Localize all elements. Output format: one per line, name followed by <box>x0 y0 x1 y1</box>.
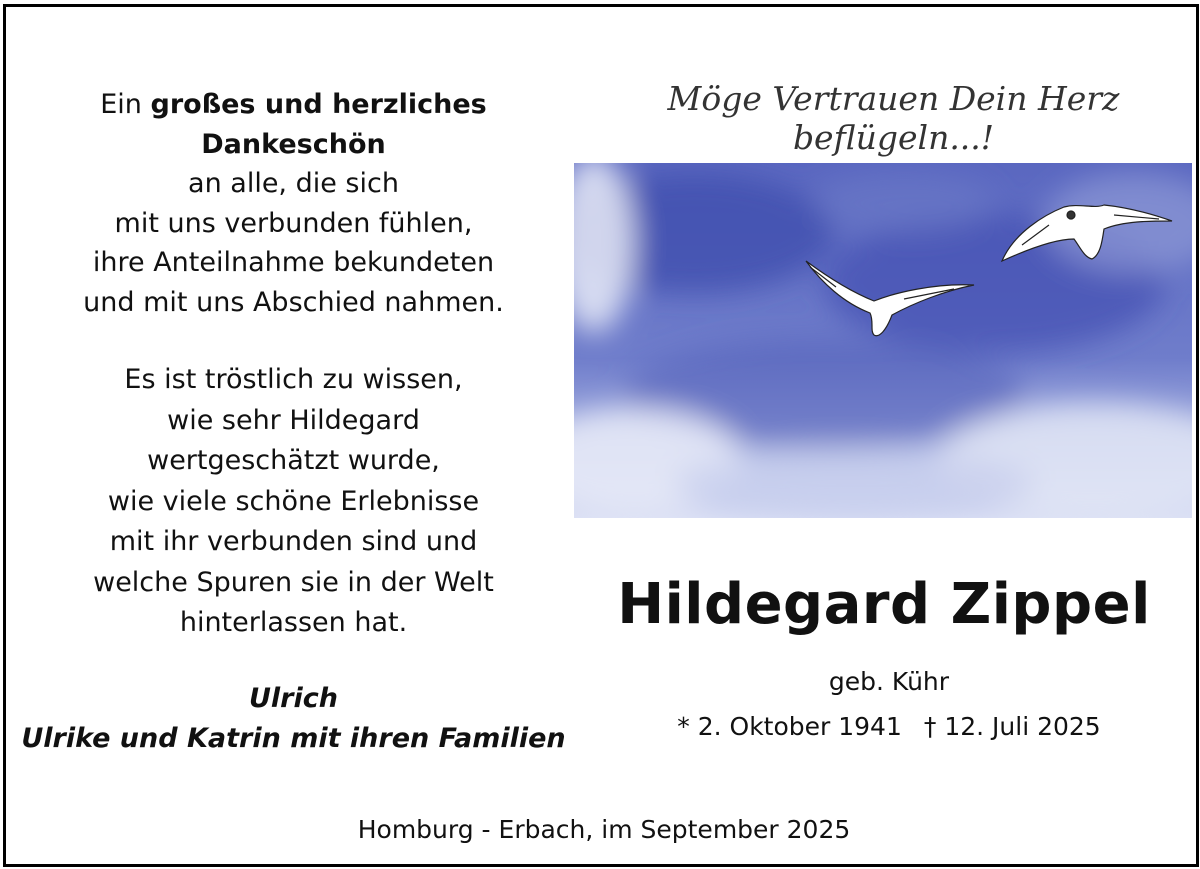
birth-date: * 2. Oktober 1941 <box>677 712 902 741</box>
thanks-line: ihre Anteilnahme bekundeten <box>92 247 495 278</box>
comfort-line: wie viele schöne Erlebnisse <box>107 485 480 517</box>
comfort-paragraph <box>6 360 581 644</box>
comfort-line: hinterlassen hat. <box>179 607 408 638</box>
comfort-line: wertgeschätzt wurde, <box>147 445 440 476</box>
thanks-line: und mit uns Abschied nahmen. <box>83 286 504 318</box>
thanks-emphasis: großes und herzliches <box>150 89 487 120</box>
obituary-notice <box>3 4 1199 867</box>
thanks-line: an alle, die sich <box>188 168 399 199</box>
comfort-line: wie sehr Hildegard <box>167 404 420 436</box>
maiden-name: geb. Kühr <box>828 667 950 696</box>
signers <box>6 679 581 759</box>
signer-line-2: Ulrike und Katrin mit ihren Familien <box>21 723 566 754</box>
thanks-paragraph <box>6 85 581 322</box>
deceased-name: Hildegard Zippel <box>617 572 1151 637</box>
comfort-line: welche Spuren sie in der Welt <box>93 566 494 598</box>
comfort-line: mit ihr verbunden sind und <box>109 526 478 557</box>
motto-text: Möge Vertrauen Dein Herz beflügeln...! <box>667 79 1120 157</box>
life-dates <box>589 712 1189 741</box>
thanks-line-2: Dankeschön <box>201 128 386 160</box>
thanks-line: mit uns verbunden fühlen, <box>114 207 473 239</box>
comfort-line: Es ist tröstlich zu wissen, <box>124 364 463 395</box>
watercolor-sky <box>574 163 1192 518</box>
death-date: † 12. Juli 2025 <box>923 712 1101 741</box>
place-and-date: Homburg - Erbach, im September 2025 <box>357 815 851 844</box>
watercolor-seagulls-image <box>574 163 1192 518</box>
signer-line-1: Ulrich <box>249 683 338 714</box>
thanks-line-1: Ein großes und herzliches <box>100 89 487 120</box>
